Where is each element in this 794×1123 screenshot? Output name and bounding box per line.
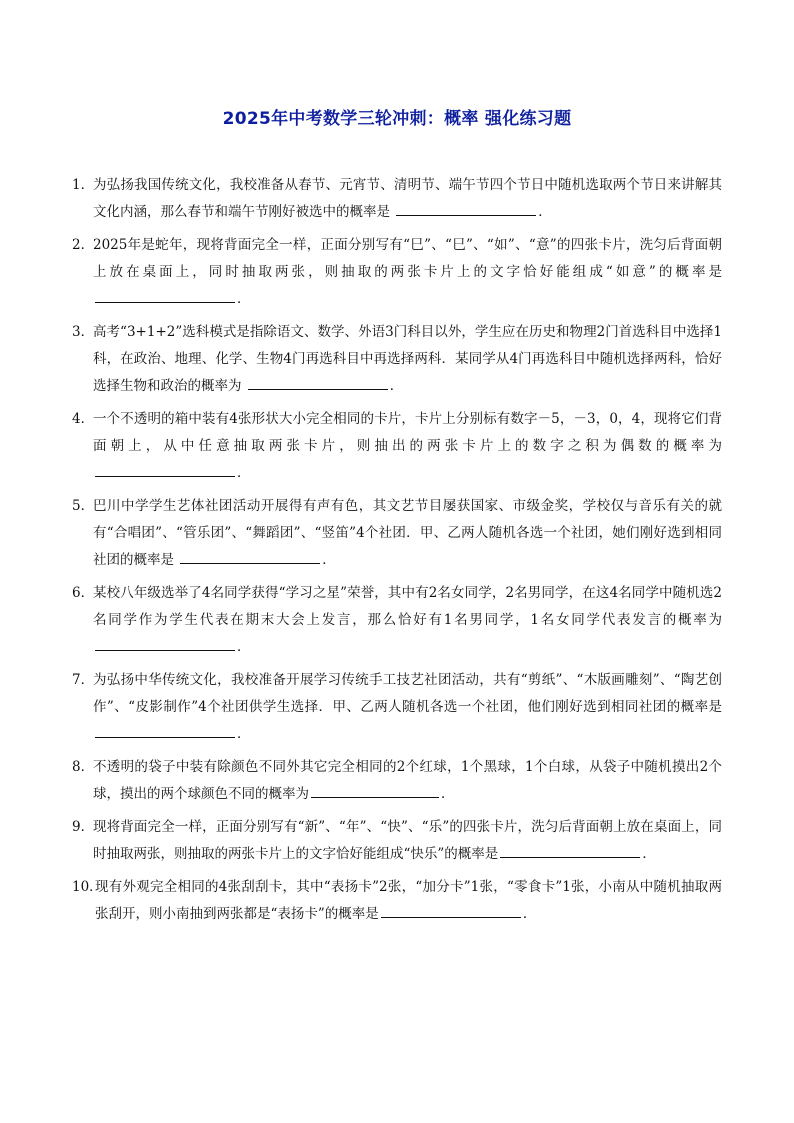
question-text-after: ．: [389, 378, 404, 394]
question-text-after: ．: [522, 906, 537, 922]
question-text: [93, 754, 722, 808]
document-title: 2025年中考数学三轮冲刺：概率 强化练习题: [222, 109, 572, 129]
question-text: [93, 232, 722, 313]
question-text-before: 不透明的袋子中装有除颜色不同外其它完全相同的2个红球，1个黑球，1个白球，从袋子中随机摸出2个球，摸出的两个球颜色不同的概率为: [93, 759, 722, 802]
question-item: [72, 172, 722, 226]
question-text-before: 现将背面完全一样，正面分别写有“新”、“年”、“快”、“乐”的四张卡片，洗匀后背面朝上放在桌面上，同时抽取两张，则抽取的两张卡片上的文字恰好能组成“快乐”的概率是: [93, 819, 722, 862]
question-text-before: 高考“3+1+2”选科模式是指除语文、数学、外语3门科目以外，学生应在历史和物理2门首选科目中选择1科，在政治、地理、化学、生物4门再选科目中再选择两科．某同学从4门再选科目中随机选择两科，恰好选择生物和政治的概率为: [93, 324, 722, 394]
question-text: [95, 874, 722, 928]
question-text-after: ．: [237, 465, 251, 481]
question-number: 10．: [72, 879, 103, 895]
answer-blank[interactable]: [248, 374, 388, 390]
question-text-after: ．: [642, 846, 656, 862]
question-text-before: 现有外观完全相同的4张刮刮卡，其中“表扬卡”2张，“加分卡”1张，“零食卡”1张，小南从中随机抽取两张刮开，则小南抽到两张都是“表扬卡”的概率是: [95, 879, 722, 922]
question-text: [93, 406, 722, 487]
question-text: [93, 493, 722, 574]
question-number: 4．: [72, 411, 95, 427]
question-item: [72, 754, 722, 808]
question-text-after: ．: [237, 726, 251, 742]
question-text-before: 某校八年级选举了4名同学获得“学习之星”荣誉，其中有2名女同学，2名男同学，在这4名同学中随机选2名同学作为学生代表在期末大会上发言，那么恰好有1名男同学，1名女同学代表发言的概率为: [93, 585, 722, 628]
question-text: [93, 667, 722, 748]
question-item: [72, 232, 722, 313]
question-item: [72, 493, 722, 574]
question-text-after: ．: [237, 291, 251, 307]
answer-blank[interactable]: [396, 200, 536, 216]
question-text-before: 为弘扬我国传统文化，我校准备从春节、元宵节、清明节、端午节四个节日中随机选取两个节日来讲解其文化内涵，那么春节和端午节刚好被选中的概率是: [93, 177, 722, 220]
question-number: 6．: [72, 585, 95, 601]
question-item: [72, 667, 722, 748]
question-number: 2．: [72, 237, 95, 253]
answer-blank[interactable]: [95, 635, 235, 651]
question-number: 8．: [72, 759, 95, 775]
question-number: 5．: [72, 498, 95, 514]
question-list: [72, 172, 722, 934]
question-text-after: ．: [441, 786, 455, 802]
answer-blank[interactable]: [311, 782, 439, 798]
question-number: 3．: [72, 324, 95, 340]
question-item: [72, 874, 722, 928]
question-text-after: ．: [237, 639, 251, 655]
question-text: [93, 814, 722, 868]
answer-blank[interactable]: [95, 722, 235, 738]
answer-blank[interactable]: [95, 461, 235, 477]
answer-blank[interactable]: [180, 548, 320, 564]
question-text-before: 为弘扬中华传统文化，我校准备开展学习传统手工技艺社团活动，共有“剪纸”、“木版画雕刻”、“陶艺创作”、“皮影制作”4个社团供学生选择．甲、乙两人随机各选一个社团，他们刚好选到相同社团的概率是: [93, 672, 722, 715]
question-text: [93, 319, 722, 400]
question-number: 7．: [72, 672, 95, 688]
answer-blank[interactable]: [381, 902, 521, 918]
question-item: [72, 319, 722, 400]
question-number: 9．: [72, 819, 95, 835]
question-text-before: 2025年是蛇年，现将背面完全一样，正面分别写有“巳”、“巳”、“如”、“意”的四张卡片，洗匀后背面朝上放在桌面上，同时抽取两张，则抽取的两张卡片上的文字恰好能组成“如意”的概率是: [93, 237, 722, 280]
answer-blank[interactable]: [500, 842, 640, 858]
question-text: [93, 172, 722, 226]
question-text-after: ．: [322, 552, 336, 568]
answer-blank[interactable]: [95, 287, 235, 303]
question-item: [72, 814, 722, 868]
question-text-before: 巴川中学学生艺体社团活动开展得有声有色，其文艺节目屡获国家、市级金奖，学校仅与音乐有关的就有“合唱团”、“管乐团”、“舞蹈团”、“竖笛”4个社团．甲、乙两人随机各选一个社团，她们刚好选到相同社团的概率是: [93, 498, 722, 568]
question-text: [93, 580, 722, 661]
question-item: [72, 580, 722, 661]
question-item: [72, 406, 722, 487]
question-text-after: ．: [538, 204, 552, 220]
question-text-before: 一个不透明的箱中装有4张形状大小完全相同的卡片，卡片上分别标有数字－5，－3，0，4，现将它们背面朝上，从中任意抽取两张卡片，则抽出的两张卡片上的数字之积为偶数的概率为: [93, 411, 722, 454]
question-number: 1．: [72, 177, 95, 193]
